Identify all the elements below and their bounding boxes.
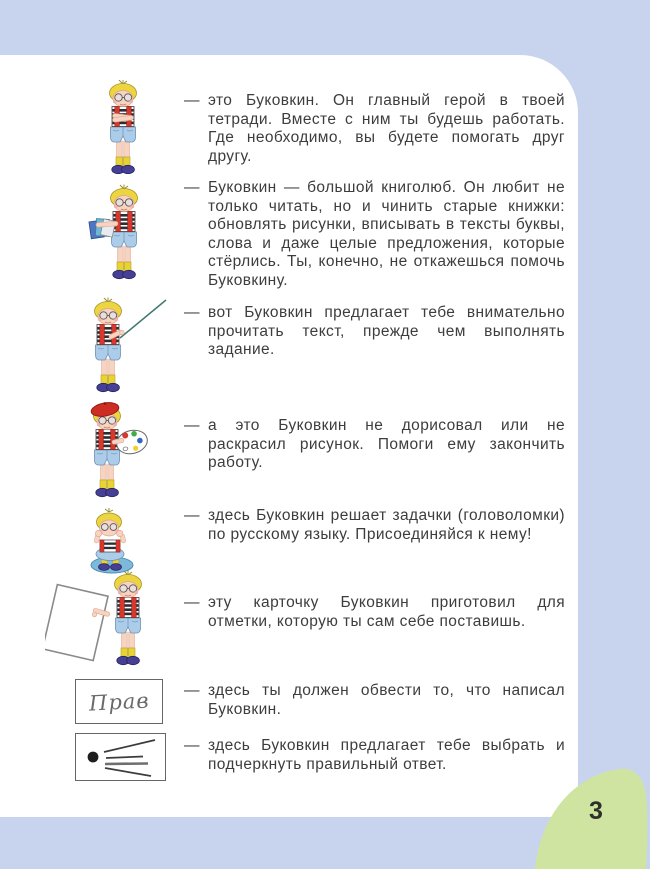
em-dash: — — [184, 594, 200, 611]
trace-word: Прав — [88, 687, 150, 716]
boy-with-pointer-icon — [78, 290, 170, 396]
em-dash: — — [184, 92, 200, 109]
trace-sample-box — [75, 679, 163, 724]
paragraph-6-text: эту карточку Буковкин приготовил для отметки, которую ты сам себе поставишь. — [208, 594, 565, 630]
paragraph-3-text: вот Буковкин предлагает тебе внимательно прочитать текст, прежде чем выполнять задание. — [208, 304, 565, 359]
paragraph-7 — [184, 682, 565, 719]
paragraph-6 — [184, 594, 565, 631]
boy-with-blank-card-icon — [45, 562, 157, 672]
em-dash: — — [184, 179, 200, 196]
paragraph-8 — [184, 737, 565, 774]
dot-and-choice-lines-icon — [81, 737, 161, 777]
page-number: 3 — [589, 797, 603, 825]
paragraph-1-text: это Буковкин. Он главный герой в твоей тетради. Вместе с ним ты будешь работать. Где необходимо, вы будете помогать друг другу. — [208, 92, 565, 165]
paragraph-1 — [184, 92, 565, 166]
boy-painter-palette-icon — [74, 400, 150, 499]
paragraph-3 — [184, 304, 565, 360]
boy-with-books-icon — [84, 180, 164, 284]
paragraph-7-text: здесь ты должен обвести то, что написал Буковкин. — [208, 682, 565, 718]
em-dash: — — [184, 304, 200, 321]
paragraph-8-text: здесь Буковкин предлагает тебе выбрать и подчеркнуть правильный ответ. — [208, 737, 565, 773]
underline-choice-box — [75, 733, 166, 781]
paragraph-4 — [184, 417, 565, 473]
paragraph-5 — [184, 507, 565, 544]
paragraph-5-text: здесь Буковкин решает задачки (головоломки) по русскому языку. Присоединяйся к нему! — [208, 507, 565, 543]
em-dash: — — [184, 507, 200, 524]
paragraph-2 — [184, 179, 565, 291]
em-dash: — — [184, 737, 200, 754]
paragraph-4-text: а это Буковкин не дорисовал или не раскрасил рисунок. Помоги ему закончить работу. — [208, 417, 565, 472]
boy-arms-crossed-icon — [98, 80, 148, 174]
em-dash: — — [184, 417, 200, 434]
paragraph-2-text: Буковкин — большой книголюб. Он любит не только читать, но и чинить старые книжки: обновлять рисунки, вписывать в тексты буквы, слова и даже целые предложения, которые стёрлись. Ты, конечно, не откажешься помочь Буковкину. — [208, 179, 565, 289]
em-dash: — — [184, 682, 200, 699]
